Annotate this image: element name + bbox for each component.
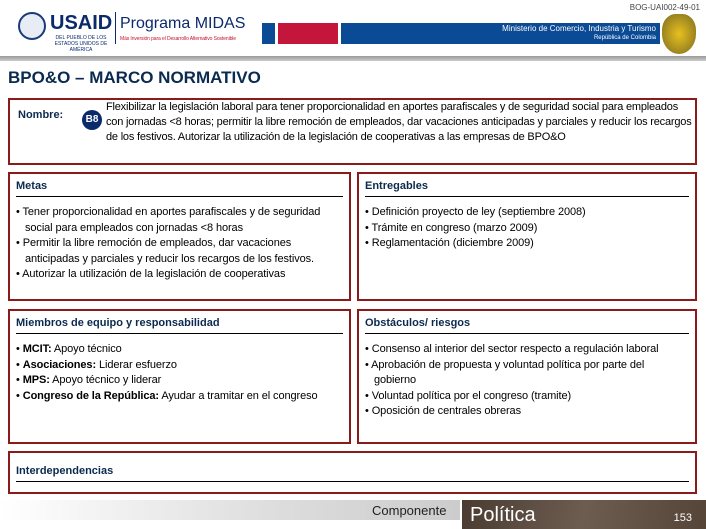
obstaculos-heading: Obstáculos/ riesgos <box>365 317 689 334</box>
entregables-heading: Entregables <box>365 180 689 197</box>
ministry-name: Ministerio de Comercio, Industria y Turismo <box>502 24 656 33</box>
list-item: • Tener proporcionalidad en aportes parafiscales y de seguridad social para empleados con jornadas <8 horas <box>16 205 343 236</box>
logo-divider <box>115 12 116 44</box>
usaid-seal-icon <box>18 12 46 40</box>
header-stripe <box>278 23 338 44</box>
list-item: • Voluntad política por el congreso (tramite) <box>365 389 689 405</box>
republic-name: República de Colombia <box>593 35 656 41</box>
metas-box <box>8 172 351 301</box>
program-name: Programa MIDAS <box>120 15 246 32</box>
member-role: Apoyo técnico y liderar <box>49 374 162 386</box>
list-item: • Consenso al interior del sector respecto a regulación laboral <box>365 342 689 358</box>
list-item: • Reglamentación (diciembre 2009) <box>365 236 689 252</box>
interdependencias-box <box>8 451 697 494</box>
component-name: Política <box>470 504 536 526</box>
header-divider <box>0 56 706 61</box>
component-banner <box>462 500 706 529</box>
ministry-banner <box>341 23 660 44</box>
miembros-box <box>8 309 351 444</box>
entregables-box <box>357 172 697 301</box>
colombia-crest-icon <box>662 14 696 54</box>
list-item <box>16 373 343 389</box>
obstaculos-box <box>357 309 697 444</box>
list-item <box>16 342 343 358</box>
member-name: Congreso de la República: <box>22 389 159 402</box>
member-name: Asociaciones: <box>22 358 97 371</box>
nombre-box <box>8 98 697 165</box>
component-label: Componente <box>372 503 447 518</box>
usaid-wordmark: USAID <box>50 12 113 34</box>
list-item: • Aprobación de propuesta y voluntad política por parte del gobierno <box>365 358 689 389</box>
document-id: BOG-UAI002-49-01 <box>629 3 700 12</box>
list-item <box>16 358 343 374</box>
list-item: • Trámite en congreso (marzo 2009) <box>365 221 689 237</box>
list-item: • Definición proyecto de ley (septiembre 2008) <box>365 205 689 221</box>
member-role: Apoyo técnico <box>51 343 122 355</box>
member-name: MPS: <box>22 374 50 386</box>
miembros-heading: Miembros de equipo y responsabilidad <box>16 317 343 334</box>
member-name: MCIT: <box>22 343 52 355</box>
page-title: BPO&O – MARCO NORMATIVO <box>8 68 261 87</box>
interdependencias-heading: Interdependencias <box>16 465 689 482</box>
member-role: Ayudar a tramitar en el congreso <box>158 389 318 402</box>
header-stripe <box>262 23 275 44</box>
list-item: • Oposición de centrales obreras <box>365 404 689 420</box>
list-item: • Autorizar la utilización de la legislación de cooperativas <box>16 267 343 283</box>
nombre-text: Flexibilizar la legislación laboral para tener proporcionalidad en aportes parafiscales y de seguridad social para empleados con jornadas <8 horas; permitir la libre remoción de empleados, dar vacaciones anticipadas y parciales y reducir los recargos de los festivos. Autorizar la utilización de la legislación de cooperativas a las empresas de BPO&O <box>106 101 692 143</box>
member-role: Liderar esfuerzo <box>96 358 177 371</box>
list-item <box>16 389 343 405</box>
usaid-subtitle: DEL PUEBLO DE LOS ESTADOS UNIDOS DE AMÉRICA <box>54 35 108 53</box>
initiative-badge: B8 <box>82 110 102 130</box>
usaid-midas-logo <box>0 0 258 56</box>
list-item: • Permitir la libre remoción de empleados, dar vacaciones anticipadas y parciales y reducir los recargos de los festivos. <box>16 236 343 267</box>
page-number: 153 <box>673 512 692 524</box>
metas-heading: Metas <box>16 180 343 197</box>
nombre-label: Nombre: <box>18 109 64 121</box>
program-subtitle: Más Inversión para el Desarrollo Alternativo Sostenible <box>120 36 236 42</box>
